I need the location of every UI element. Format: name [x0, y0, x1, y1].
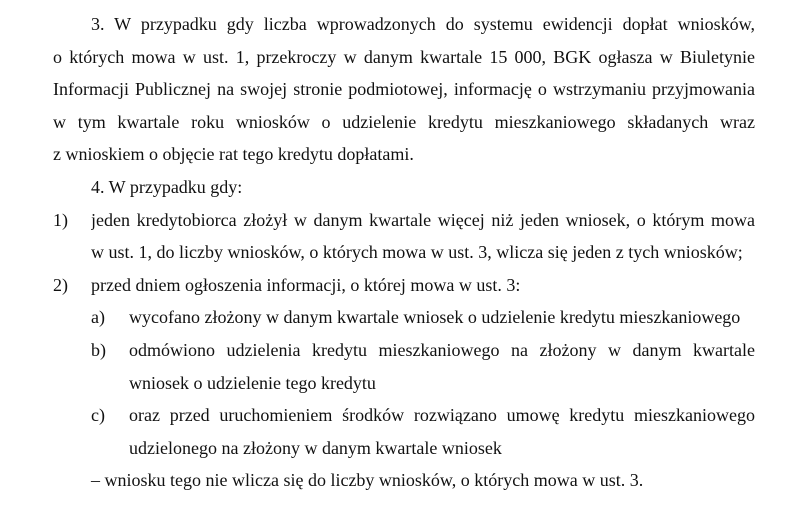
paragraph-4 [53, 171, 755, 497]
list-item-2-line-1: przed dniem ogłoszenia informacji, o której mowa w ust. 3: [91, 274, 521, 295]
sub-item-c-line-2: udzielonego na złożony w danym kwartale wniosek [129, 437, 502, 458]
sub-item-b [53, 334, 755, 367]
document-body [53, 8, 755, 497]
paragraph-3-line-2: o których mowa w ust. 1, przekroczy w danym kwartale 15 000, BGK ogłasza w Biuletynie [53, 46, 755, 67]
sub-item-b-line-2: wniosek o udzielenie tego kredytu [129, 372, 376, 393]
list-item-2 [53, 269, 755, 302]
paragraph-3 [53, 8, 755, 171]
sub-item-b-letter: b) [91, 339, 106, 360]
sub-item-c [53, 399, 755, 432]
list-item-1-number: 1) [53, 209, 68, 230]
list-item-1-line-2: w ust. 1, do liczby wniosków, o których mowa w ust. 3, wlicza się jeden z tych wniosków; [91, 242, 743, 263]
sub-item-a [53, 301, 755, 334]
list-item-2-number: 2) [53, 274, 68, 295]
paragraph-3-line-1: 3. W przypadku gdy liczba wprowadzonych do systemu ewidencji dopłat wniosków, [91, 14, 755, 34]
paragraph-4-intro: 4. W przypadku gdy: [91, 176, 243, 197]
sub-item-c-line-1: oraz przed uruchomieniem środków rozwiązano umowę kredytu mieszkaniowego [129, 405, 755, 426]
list-item-1-line-1: jeden kredytobiorca złożył w danym kwartale więcej niż jeden wniosek, o którym mowa [91, 209, 755, 230]
paragraph-3-line-5: z wnioskiem o objęcie rat tego kredytu dopłatami. [53, 144, 414, 165]
sub-item-b-line-1: odmówiono udzielenia kredytu mieszkaniowego na złożony w danym kwartale [129, 339, 755, 360]
sub-item-a-line-1: wycofano złożony w danym kwartale wniosek o udzielenie kredytu mieszkaniowego [129, 307, 741, 328]
list-item-1 [53, 204, 755, 237]
closing-clause: – wniosku tego nie wlicza się do liczby wniosków, o których mowa w ust. 3. [91, 470, 644, 491]
paragraph-3-line-4: w tym kwartale roku wniosków o udzielenie kredytu mieszkaniowego składanych wraz [53, 111, 755, 132]
paragraph-3-line-3: Informacji Publicznej na swojej stronie podmiotowej, informację o wstrzymaniu przyjmowania [53, 79, 755, 100]
sub-item-a-letter: a) [91, 307, 105, 328]
sub-item-c-letter: c) [91, 405, 105, 426]
